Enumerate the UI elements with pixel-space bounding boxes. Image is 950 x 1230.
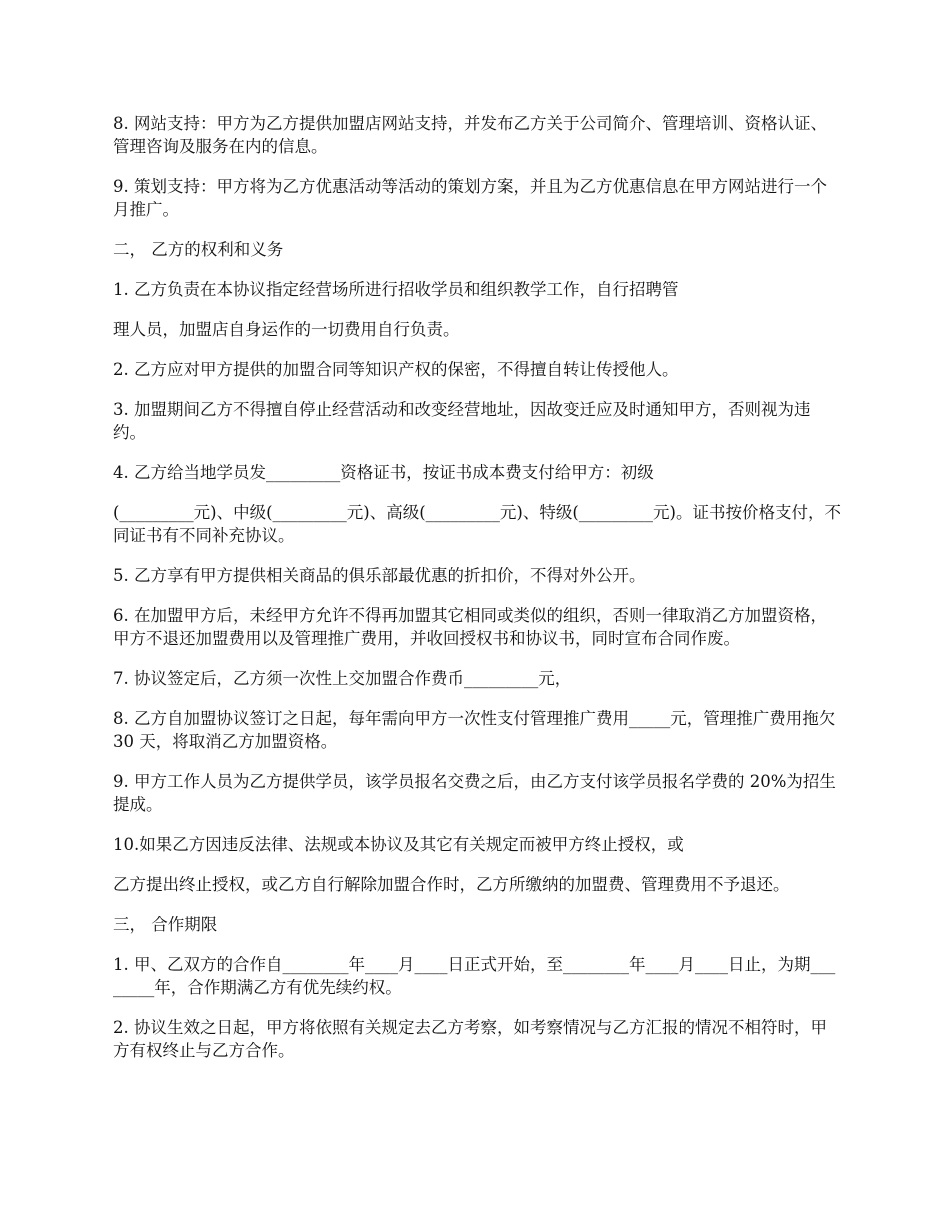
clause-b10-termination-line2: 乙方提出终止授权，或乙方自行解除加盟合作时，乙方所缴纳的加盟费、管理费用不予退还。 (113, 875, 790, 894)
clause-b6-exclusivity: 6. 在加盟甲方后，未经甲方允许不得再加盟其它相同或类似的组织，否则一律取消乙方加盟资格，甲方不退还加盟费用以及管理推广费用，并收回授权书和协议书，同时宣布合同作废。 (113, 606, 827, 648)
clause-b9-recruitment-commission: 9. 甲方工作人员为乙方提供学员，该学员报名交费之后，由乙方支付该学员报名学费的 20%为招生提成。 (113, 772, 836, 814)
clause-b1-line1: 1. 乙方负责在本协议指定经营场所进行招收学员和组织教学工作，自行招聘管 (113, 280, 679, 299)
clause-c1-period: 1. 甲、乙双方的合作自________年____月____日正式开始，至________年____月____日止，为期________年，合作期满乙方有优先续约权。 (113, 955, 836, 997)
clause-b5-discount: 5. 乙方享有甲方提供相关商品的俱乐部最优惠的折扣价，不得对外公开。 (113, 566, 646, 585)
clause-b1-line2: 理人员，加盟店自身运作的一切费用自行负责。 (113, 320, 460, 339)
clause-c2-inspection: 2. 协议生效之日起，甲方将依照有关规定去乙方考察，如考察情况与乙方汇报的情况不相符时，甲方有权终止与乙方合作。 (113, 1018, 827, 1060)
section-heading-cooperation-period: 三， 合作期限 (113, 915, 218, 934)
clause-b4-certificates-line2: (_________元)、中级(_________元)、高级(_________元)、特级(_________元)。证书按价格支付，不同证书有不同补充协议。 (113, 503, 841, 545)
clause-8-website-support: 8. 网站支持：甲方为乙方提供加盟店网站支持，并发布乙方关于公司简介、管理培训、资格认证、管理咨询及服务在内的信息。 (113, 114, 827, 156)
section-heading-party-b-rights: 二， 乙方的权利和义务 (113, 240, 284, 259)
clause-b10-termination-line1: 10.如果乙方因违反法律、法规或本协议及其它有关规定而被甲方终止授权，或 (113, 835, 684, 854)
clause-b2-confidentiality: 2. 乙方应对甲方提供的加盟合同等知识产权的保密，不得擅自转让传授他人。 (113, 360, 679, 379)
clause-9-planning-support: 9. 策划支持：甲方将为乙方优惠活动等活动的策划方案，并且为乙方优惠信息在甲方网站进行一个月推广。 (113, 177, 827, 219)
document-body (113, 112, 843, 1079)
clause-b8-management-fee: 8. 乙方自加盟协议签订之日起，每年需向甲方一次性支付管理推广费用_____元，管理推广费用拖欠 30 天，将取消乙方加盟资格。 (113, 709, 836, 751)
clause-b3-operation: 3. 加盟期间乙方不得擅自停止经营活动和改变经营地址，因故变迁应及时通知甲方，否则视为违约。 (113, 400, 811, 442)
clause-b7-fee: 7. 协议签定后，乙方须一次性上交加盟合作费币_________元， (113, 669, 572, 688)
clause-b4-certificates-line1: 4. 乙方给当地学员发_________资格证书，按证书成本费支付给甲方：初级 (113, 463, 654, 482)
